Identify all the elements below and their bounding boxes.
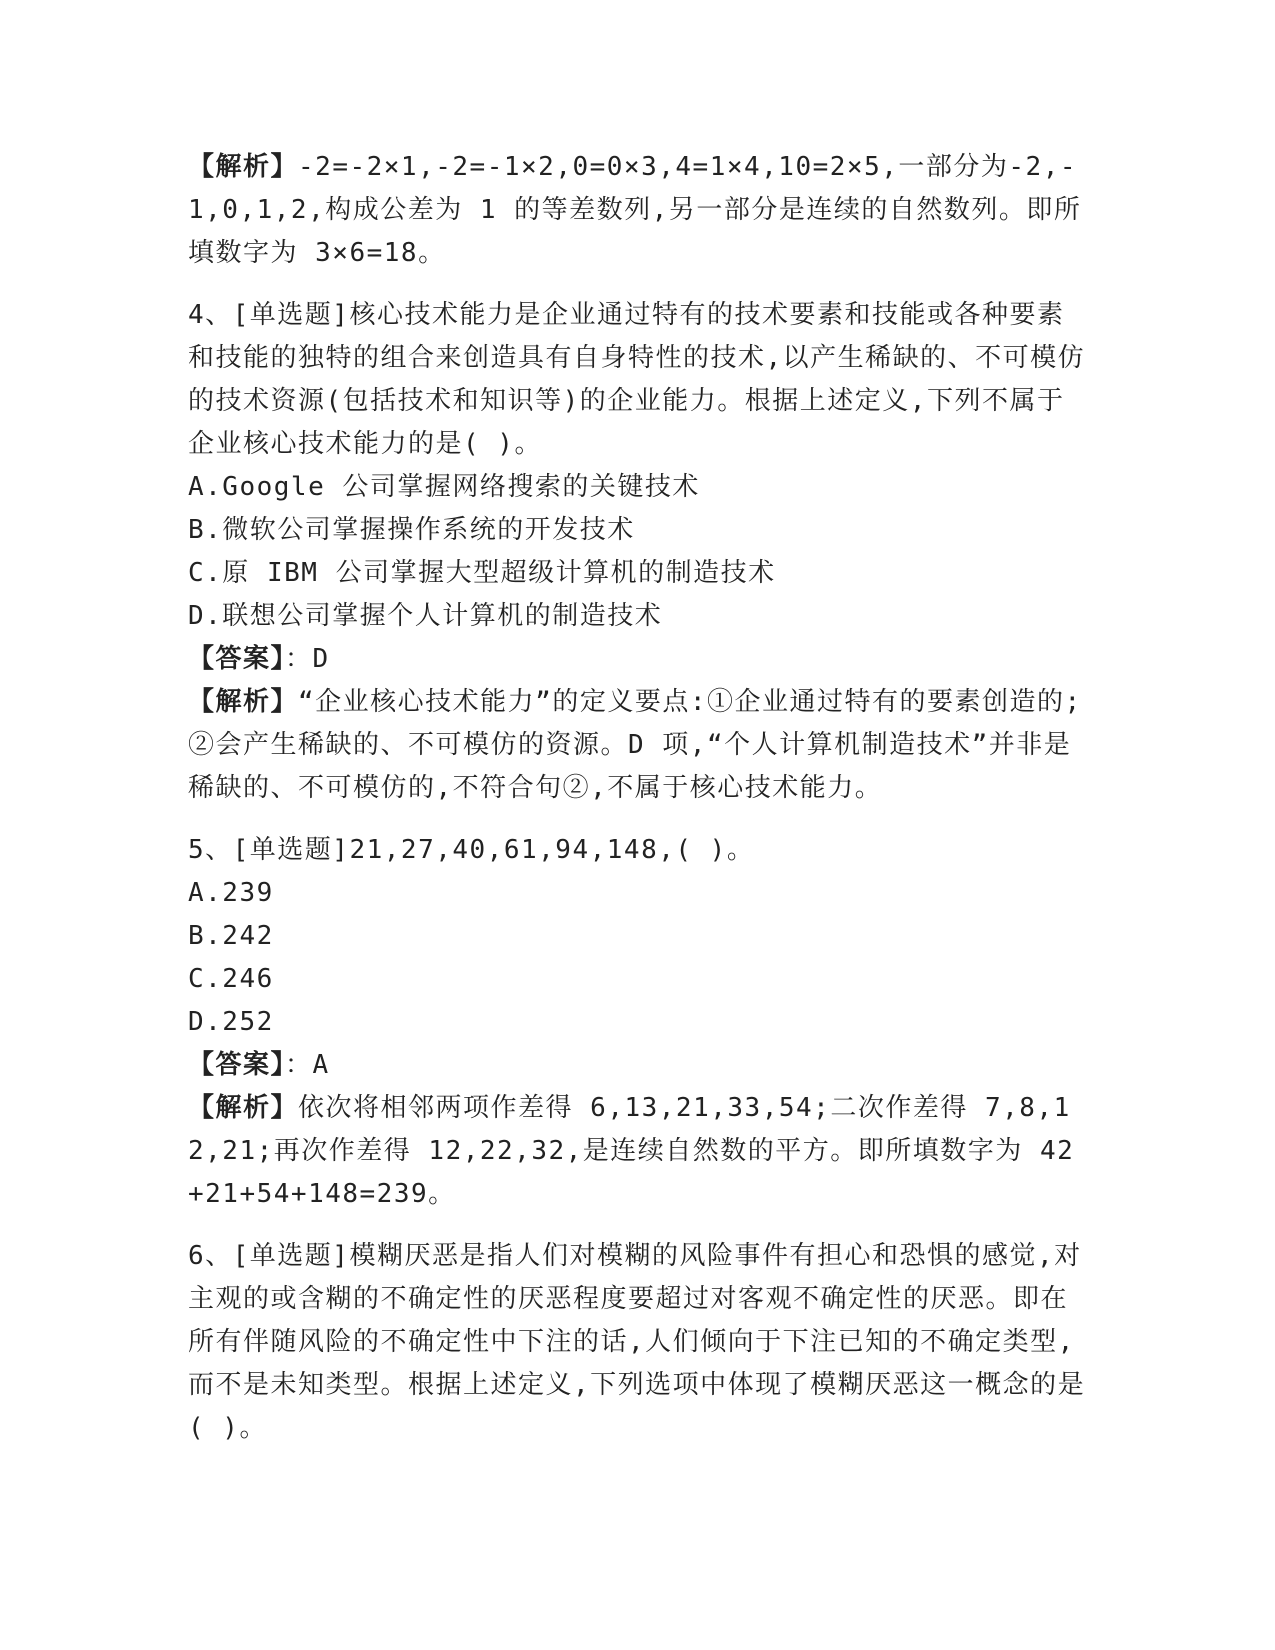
answer-label: 【答案】	[188, 644, 286, 674]
question-5	[188, 829, 1088, 1216]
analysis-text: -2=-2×1,-2=-1×2,0=0×3,4=1×4,10=2×5,一部分为-2,-1,0,1,2,构成公差为 1 的等差数列,另一部分是连续的自然数列。即所填数字为 3×6=18。	[188, 152, 1082, 268]
answer-line	[188, 1044, 1088, 1087]
question-stem: 5、[单选题]21,27,40,61,94,148,( )。	[188, 835, 755, 865]
analysis-label: 【解析】	[188, 152, 299, 182]
answer-label: 【答案】	[188, 1050, 286, 1080]
option-c: C.246	[188, 964, 274, 994]
option-b: B.242	[188, 921, 274, 951]
option-c: C.原 IBM 公司掌握大型超级计算机的制造技术	[188, 558, 776, 588]
question-6	[188, 1235, 1088, 1450]
option-d: D.252	[188, 1007, 274, 1037]
option-a: A.Google 公司掌握网络搜索的关键技术	[188, 472, 700, 502]
analysis-label: 【解析】	[188, 1093, 299, 1123]
q3-analysis-paragraph	[188, 146, 1088, 275]
analysis-paragraph	[188, 1087, 1088, 1216]
answer-value: ：D	[285, 644, 330, 674]
question-4	[188, 294, 1088, 810]
option-b: B.微软公司掌握操作系统的开发技术	[188, 515, 635, 545]
q3-analysis	[188, 146, 1088, 275]
answer-value: ：A	[285, 1050, 330, 1080]
option-a: A.239	[188, 878, 274, 908]
analysis-paragraph	[188, 681, 1088, 810]
document-page	[188, 146, 1088, 1450]
answer-line	[188, 638, 1088, 681]
question-stem: 4、[单选题]核心技术能力是企业通过特有的技术要素和技能或各种要素和技能的独特的组合来创造具有自身特性的技术,以产生稀缺的、不可模仿的技术资源(包括技术和知识等)的企业能力。根据上述定义,下列不属于企业核心技术能力的是( )。	[188, 300, 1086, 459]
question-stem: 6、[单选题]模糊厌恶是指人们对模糊的风险事件有担心和恐惧的感觉,对主观的或含糊的不确定性的厌恶程度要超过对客观不确定性的厌恶。即在所有伴随风险的不确定性中下注的话,人们倾向于下注已知的不确定类型,而不是未知类型。根据上述定义,下列选项中体现了模糊厌恶这一概念的是( )。	[188, 1241, 1086, 1443]
option-d: D.联想公司掌握个人计算机的制造技术	[188, 601, 663, 631]
analysis-label: 【解析】	[188, 687, 299, 717]
analysis-text: 依次将相邻两项作差得 6,13,21,33,54;二次作差得 7,8,12,21;再次作差得 12,22,32,是连续自然数的平方。即所填数字为 42+21+54+148=239。	[188, 1093, 1075, 1209]
analysis-text: “企业核心技术能力”的定义要点:①企业通过特有的要素创造的;②会产生稀缺的、不可模仿的资源。D 项,“个人计算机制造技术”并非是稀缺的、不可模仿的,不符合句②,不属于核心技术能力。	[188, 687, 1082, 803]
